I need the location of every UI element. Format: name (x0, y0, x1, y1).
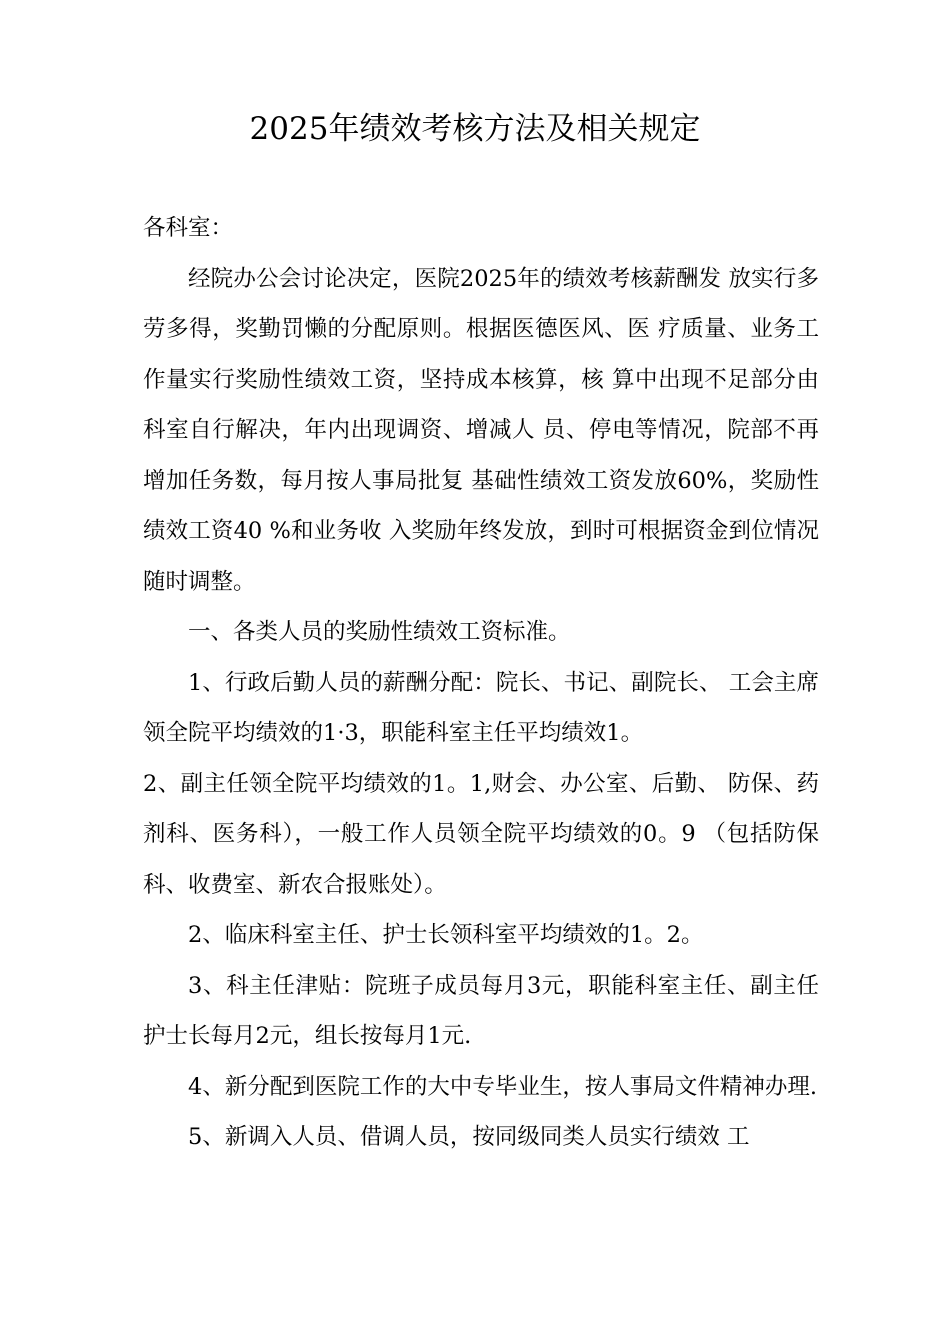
paragraph: 2、副主任领全院平均绩效的1。1,财会、办公室、后勤、 防保、药剂科、医务科），一般工作人员领全院平均绩效的0。9 （包括防保科、收费室、新农合报账处）。 (143, 770, 819, 898)
paragraph: 3、科主任津贴：院班子成员每月3元，职能科室主任、副主任护士长每月2元，组长按每月1元. (143, 972, 819, 1049)
section-heading: 一、各类人员的奖励性绩效工资标准。 (188, 619, 571, 645)
greeting: 各科室： (143, 215, 234, 241)
paragraph: 经院办公会讨论决定，医院2025年的绩效考核薪酬发 放实行多劳多得，奖勤罚懒的分配原则。根据医德医风、医 疗质量、业务工作量实行奖励性绩效工资，坚持成本核算，核 算中出现不足部分由科室自行解决，年内出现调资、增减人 员、停电等情况，院部不再增加任务数，每月按人事局批复 基础性绩效工资发放60%，奖励性绩效工资40 %和业务收 入奖励年终发放，到时可根据资金到位情况随时调整。 (143, 265, 819, 595)
paragraph: 1、行政后勤人员的薪酬分配：院长、书记、副院长、 工会主席领全院平均绩效的1·3，职能科室主任平均绩效1。 (143, 669, 819, 746)
document-title: 2025年绩效考核方法及相关规定 (249, 111, 701, 147)
document-body (143, 203, 819, 1163)
paragraph: 2、临床科室主任、护士长领科室平均绩效的1。2。 (188, 922, 704, 948)
paragraph: 4、新分配到医院工作的大中专毕业生，按人事局文件精神办理. (188, 1073, 817, 1100)
paragraph: 5、新调入人员、借调人员，按同级同类人员实行绩效 工 (188, 1124, 750, 1150)
